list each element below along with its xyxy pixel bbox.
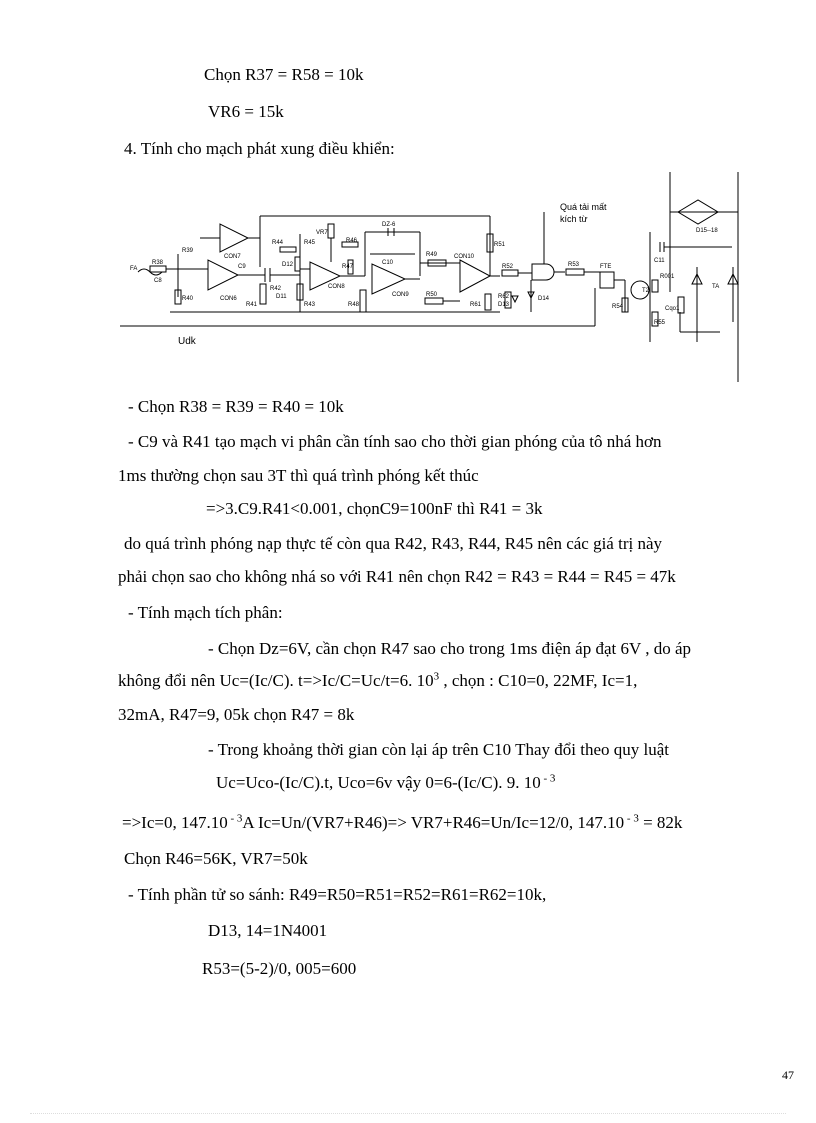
cqo1-label: Cqo1 <box>665 306 680 312</box>
text-line: - Chọn R38 = R39 = R40 = 10k <box>128 397 344 416</box>
d11-label: D11 <box>276 294 287 300</box>
r48-label: R48 <box>348 302 360 308</box>
superscript: - 3 <box>227 812 243 825</box>
r61-label: R61 <box>470 302 482 308</box>
con9-label: CON9 <box>392 292 409 298</box>
d13-label: D13 <box>498 302 510 308</box>
t2-label: T2 <box>642 288 650 294</box>
text-line: Chọn R37 = R58 = 10k <box>204 65 364 84</box>
text-line: phải chọn sao cho không nhá so với R41 nên chọn R42 = R43 = R44 = R45 = 47k <box>118 567 676 586</box>
r55-label: R55 <box>654 320 666 326</box>
text-line: - Trong khoảng thời gian còn lại áp trên C10 Thay đổi theo quy luật <box>208 740 670 759</box>
control-pulse-circuit-diagram <box>120 172 748 382</box>
r49-label: R49 <box>426 252 438 258</box>
footer-divider <box>30 1113 786 1114</box>
c8-label: C8 <box>154 278 162 284</box>
vr7-label: VR7 <box>316 230 328 236</box>
text-span: =>Ic=0, 147.10 <box>122 813 228 832</box>
superscript: - 3 <box>540 772 556 785</box>
udk-label: Udk <box>178 336 196 347</box>
d15-18-label: D15--18 <box>696 228 718 234</box>
superscript: 3 <box>433 670 440 683</box>
text-line <box>118 672 637 689</box>
r001-label: R001 <box>660 274 675 280</box>
con6-label: CON6 <box>220 296 237 302</box>
text-span: , chọn : C10=0, 22MF, Ic=1, <box>439 671 638 690</box>
r39-label: R39 <box>182 248 194 254</box>
text-line: do quá trình phóng nạp thực tế còn qua R42, R43, R44, R45 nên các giá trị này <box>124 534 662 553</box>
text-line <box>216 774 555 791</box>
c10-label: C10 <box>382 260 394 266</box>
con7-label: CON7 <box>224 254 241 260</box>
text-line: 1ms thường chọn sau 3T thì quá trình phóng kết thúc <box>118 466 479 485</box>
text-line: Chọn R46=56K, VR7=50k <box>124 849 308 868</box>
d12-label: D12 <box>282 262 294 268</box>
text-line: - Tính phần tử so sánh: R49=R50=R51=R52=R61=R62=10k, <box>128 885 547 904</box>
page-number: 47 <box>782 1068 794 1082</box>
r40-label: R40 <box>182 296 194 302</box>
r41-label: R41 <box>246 302 258 308</box>
c9-label: C9 <box>238 264 246 270</box>
text-span: không đổi nên Uc=(Ic/C). t=>Ic/C=Uc/t=6. 10 <box>118 671 434 690</box>
r42-label: R42 <box>270 286 282 292</box>
r45-label: R45 <box>304 240 316 246</box>
text-line <box>122 814 682 831</box>
r50-label: R50 <box>426 292 438 298</box>
d14-label: D14 <box>538 296 550 302</box>
r53-label: R53 <box>568 262 580 268</box>
r38-label: R38 <box>152 260 164 266</box>
text-line: D13, 14=1N4001 <box>208 921 328 940</box>
con8-label: CON8 <box>328 284 345 290</box>
text-line: =>3.C9.R41<0.001, chọnC9=100nF thì R41 = 3k <box>206 499 543 518</box>
text-line: VR6 = 15k <box>208 102 284 121</box>
r47-label: R47 <box>342 264 354 270</box>
c11-label: C11 <box>654 258 665 264</box>
r51-label: R51 <box>494 242 506 248</box>
r52-label: R52 <box>502 264 514 270</box>
con10-label: CON10 <box>454 254 475 260</box>
fa-label: FA <box>130 266 138 272</box>
text-line: 32mA, R47=9, 05k chọn R47 = 8k <box>118 705 355 724</box>
r46-label: R46 <box>346 238 358 244</box>
ta-label: TA <box>712 284 720 290</box>
text-line: - Chọn Dz=6V, cần chọn R47 sao cho trong 1ms điện áp đạt 6V , do áp <box>208 639 691 658</box>
overload-label: Quá tải mất <box>560 202 607 212</box>
text-span: Uc=Uco-(Ic/C).t, Uco=6v vậy 0=6-(Ic/C). 9. 10 <box>216 773 541 792</box>
text-span: A Ic=Un/(VR7+R46)=> VR7+R46=Un/Ic=12/0, 147.10 <box>242 813 625 832</box>
text-span: = 82k <box>638 813 683 832</box>
r44-label: R44 <box>272 240 284 246</box>
section-heading: 4. Tính cho mạch phát xung điều khiển: <box>124 139 395 158</box>
fte-label: FTE <box>600 264 612 270</box>
r54-label: R54 <box>612 304 624 310</box>
superscript: - 3 <box>624 812 639 825</box>
excitation-label: kích từ <box>560 214 588 224</box>
text-line: - Tính mạch tích phân: <box>128 603 283 622</box>
text-line: - C9 và R41 tạo mạch vi phân cần tính sao cho thời gian phóng của tô nhá hơn <box>128 432 662 451</box>
dz6-label: DZ-6 <box>382 222 396 228</box>
r43-label: R43 <box>304 302 316 308</box>
r62-label: R62 <box>498 294 510 300</box>
text-line: R53=(5-2)/0, 005=600 <box>202 959 357 978</box>
